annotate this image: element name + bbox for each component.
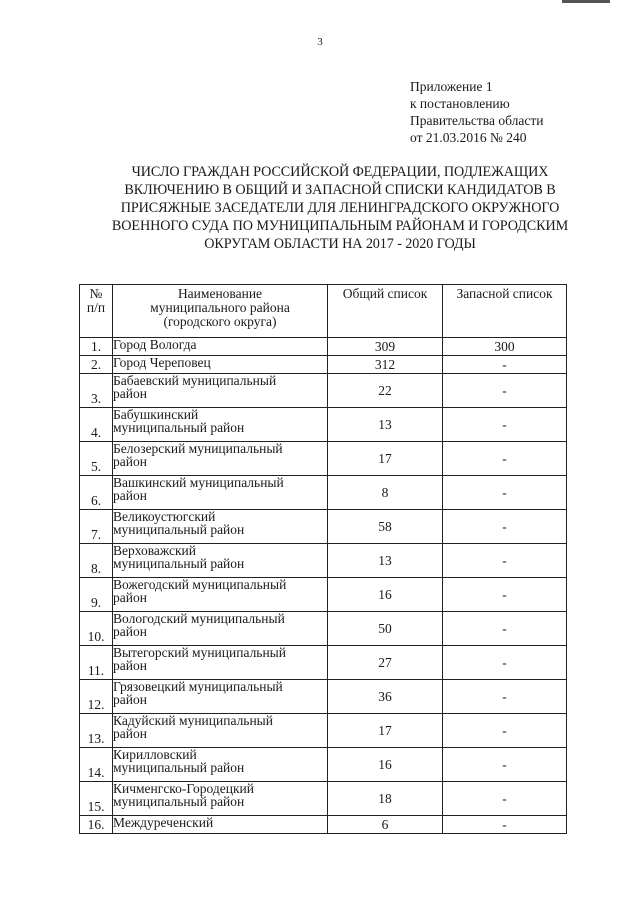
- district-name-line: район: [113, 488, 147, 503]
- row-district-name: [113, 680, 328, 714]
- row-total-count: 312: [328, 356, 443, 374]
- row-total-count: 18: [328, 782, 443, 816]
- district-name-line: Верховажский: [113, 543, 197, 558]
- table-row: [80, 748, 567, 782]
- row-district-name: [113, 578, 328, 612]
- district-name-line: район: [113, 726, 147, 741]
- table-row: [80, 408, 567, 442]
- row-district-name: [113, 612, 328, 646]
- row-total-count: 50: [328, 612, 443, 646]
- district-name-line: Бабушкинский: [113, 407, 199, 422]
- district-name-line: Кадуйский муниципальный: [113, 713, 273, 728]
- row-total-count: 6: [328, 816, 443, 834]
- row-district-name: [113, 356, 328, 374]
- district-name-line: Великоустюгский: [113, 509, 216, 524]
- header-name-line: муниципального района: [150, 300, 290, 315]
- header-name-line: Наименование: [177, 286, 263, 301]
- row-reserve-count: -: [443, 612, 567, 646]
- document-title: [80, 163, 600, 253]
- row-district-name: [113, 816, 328, 834]
- row-district-name: [113, 782, 328, 816]
- district-name-line: Вытегорский муниципальный: [113, 645, 286, 660]
- title-line: ВКЛЮЧЕНИЮ В ОБЩИЙ И ЗАПАСНОЙ СПИСКИ КАНДИДАТОВ В: [124, 182, 556, 198]
- title-line: ВОЕННОГО СУДА ПО МУНИЦИПАЛЬНЫМ РАЙОНАМ И ГОРОДСКИМ: [111, 218, 569, 234]
- row-number: 2.: [80, 356, 113, 374]
- table-row: [80, 680, 567, 714]
- district-name-line: район: [113, 590, 147, 605]
- row-district-name: [113, 476, 328, 510]
- title-line: ОКРУГАМ ОБЛАСТИ НА 2017 - 2020 ГОДЫ: [204, 236, 476, 252]
- table-row: [80, 646, 567, 680]
- row-district-name: [113, 374, 328, 408]
- table-row: [80, 510, 567, 544]
- row-total-count: 13: [328, 544, 443, 578]
- table-row: [80, 442, 567, 476]
- district-name-line: Междуреченский: [113, 815, 214, 830]
- row-district-name: [113, 442, 328, 476]
- row-total-count: 36: [328, 680, 443, 714]
- district-name-line: район: [113, 658, 147, 673]
- district-name-line: муниципальный район: [113, 556, 245, 571]
- row-reserve-count: -: [443, 714, 567, 748]
- row-total-count: 13: [328, 408, 443, 442]
- district-name-line: район: [113, 624, 147, 639]
- row-number: 5.: [80, 442, 113, 476]
- district-name-line: муниципальный район: [113, 420, 245, 435]
- district-name-line: район: [113, 454, 147, 469]
- row-reserve-count: -: [443, 748, 567, 782]
- header-name-line: (городского округа): [163, 314, 277, 329]
- appendix-line: от 21.03.2016 № 240: [410, 130, 527, 145]
- row-reserve-count: -: [443, 510, 567, 544]
- row-reserve-count: -: [443, 374, 567, 408]
- row-reserve-count: -: [443, 408, 567, 442]
- row-number: 7.: [80, 510, 113, 544]
- row-total-count: 17: [328, 442, 443, 476]
- table-body: [80, 338, 567, 834]
- table-row: [80, 816, 567, 834]
- row-number: 10.: [80, 612, 113, 646]
- row-total-count: 58: [328, 510, 443, 544]
- header-number-line: №: [89, 286, 103, 301]
- row-reserve-count: 300: [443, 338, 567, 356]
- header-number: [80, 285, 113, 338]
- scan-edge-mark: [562, 0, 610, 3]
- row-total-count: 16: [328, 578, 443, 612]
- row-district-name: [113, 748, 328, 782]
- row-total-count: 8: [328, 476, 443, 510]
- appendix-line: к постановлению: [410, 96, 510, 111]
- district-name-line: муниципальный район: [113, 522, 245, 537]
- district-name-line: Город Череповец: [113, 355, 211, 370]
- appendix-line: Приложение 1: [410, 79, 493, 94]
- district-name-line: муниципальный район: [113, 794, 245, 809]
- page-number: 3: [317, 36, 323, 48]
- row-total-count: 309: [328, 338, 443, 356]
- table-row: [80, 714, 567, 748]
- row-number: 3.: [80, 374, 113, 408]
- table-header-row: [80, 285, 567, 338]
- row-district-name: [113, 646, 328, 680]
- row-number: 6.: [80, 476, 113, 510]
- appendix-block: [410, 78, 543, 146]
- district-name-line: Кирилловский: [113, 747, 197, 762]
- title-line: ПРИСЯЖНЫЕ ЗАСЕДАТЕЛИ ДЛЯ ЛЕНИНГРАДСКОГО ОКРУЖНОГО: [120, 200, 560, 216]
- district-name-line: Кичменгско-Городецкий: [113, 781, 254, 796]
- district-name-line: Город Вологда: [113, 337, 197, 352]
- row-number: 1.: [80, 338, 113, 356]
- district-name-line: Бабаевский муниципальный: [113, 373, 277, 388]
- row-number: 9.: [80, 578, 113, 612]
- table-row: [80, 578, 567, 612]
- row-number: 13.: [80, 714, 113, 748]
- appendix-line: Правительства области: [410, 113, 544, 128]
- row-reserve-count: -: [443, 782, 567, 816]
- header-name: [113, 285, 328, 338]
- row-total-count: 16: [328, 748, 443, 782]
- table-row: [80, 612, 567, 646]
- row-total-count: 17: [328, 714, 443, 748]
- district-name-line: район: [113, 386, 147, 401]
- title-line: ЧИСЛО ГРАЖДАН РОССИЙСКОЙ ФЕДЕРАЦИИ, ПОДЛЕЖАЩИХ: [131, 164, 549, 180]
- row-reserve-count: -: [443, 356, 567, 374]
- table-row: [80, 374, 567, 408]
- table-row: [80, 356, 567, 374]
- table-row: [80, 338, 567, 356]
- row-number: 15.: [80, 782, 113, 816]
- row-number: 12.: [80, 680, 113, 714]
- row-reserve-count: -: [443, 544, 567, 578]
- row-district-name: [113, 510, 328, 544]
- row-reserve-count: -: [443, 680, 567, 714]
- district-name-line: муниципальный район: [113, 760, 245, 775]
- row-reserve-count: -: [443, 442, 567, 476]
- row-number: 14.: [80, 748, 113, 782]
- row-district-name: [113, 408, 328, 442]
- row-district-name: [113, 544, 328, 578]
- row-district-name: [113, 338, 328, 356]
- districts-table: [79, 284, 567, 834]
- header-total: Общий список: [328, 285, 443, 338]
- row-reserve-count: -: [443, 816, 567, 834]
- row-reserve-count: -: [443, 476, 567, 510]
- row-number: 16.: [80, 816, 113, 834]
- row-reserve-count: -: [443, 578, 567, 612]
- row-total-count: 22: [328, 374, 443, 408]
- district-name-line: район: [113, 692, 147, 707]
- table-row: [80, 544, 567, 578]
- district-name-line: Белозерский муниципальный: [113, 441, 283, 456]
- row-number: 11.: [80, 646, 113, 680]
- table-row: [80, 782, 567, 816]
- row-number: 8.: [80, 544, 113, 578]
- header-reserve: Запасной список: [443, 285, 567, 338]
- row-reserve-count: -: [443, 646, 567, 680]
- row-total-count: 27: [328, 646, 443, 680]
- district-name-line: Грязовецкий муниципальный: [113, 679, 283, 694]
- row-district-name: [113, 714, 328, 748]
- district-name-line: Вологодский муниципальный: [113, 611, 285, 626]
- district-name-line: Вожегодский муниципальный: [113, 577, 287, 592]
- header-number-line: п/п: [86, 300, 106, 315]
- row-number: 4.: [80, 408, 113, 442]
- district-name-line: Вашкинский муниципальный: [113, 475, 284, 490]
- table-row: [80, 476, 567, 510]
